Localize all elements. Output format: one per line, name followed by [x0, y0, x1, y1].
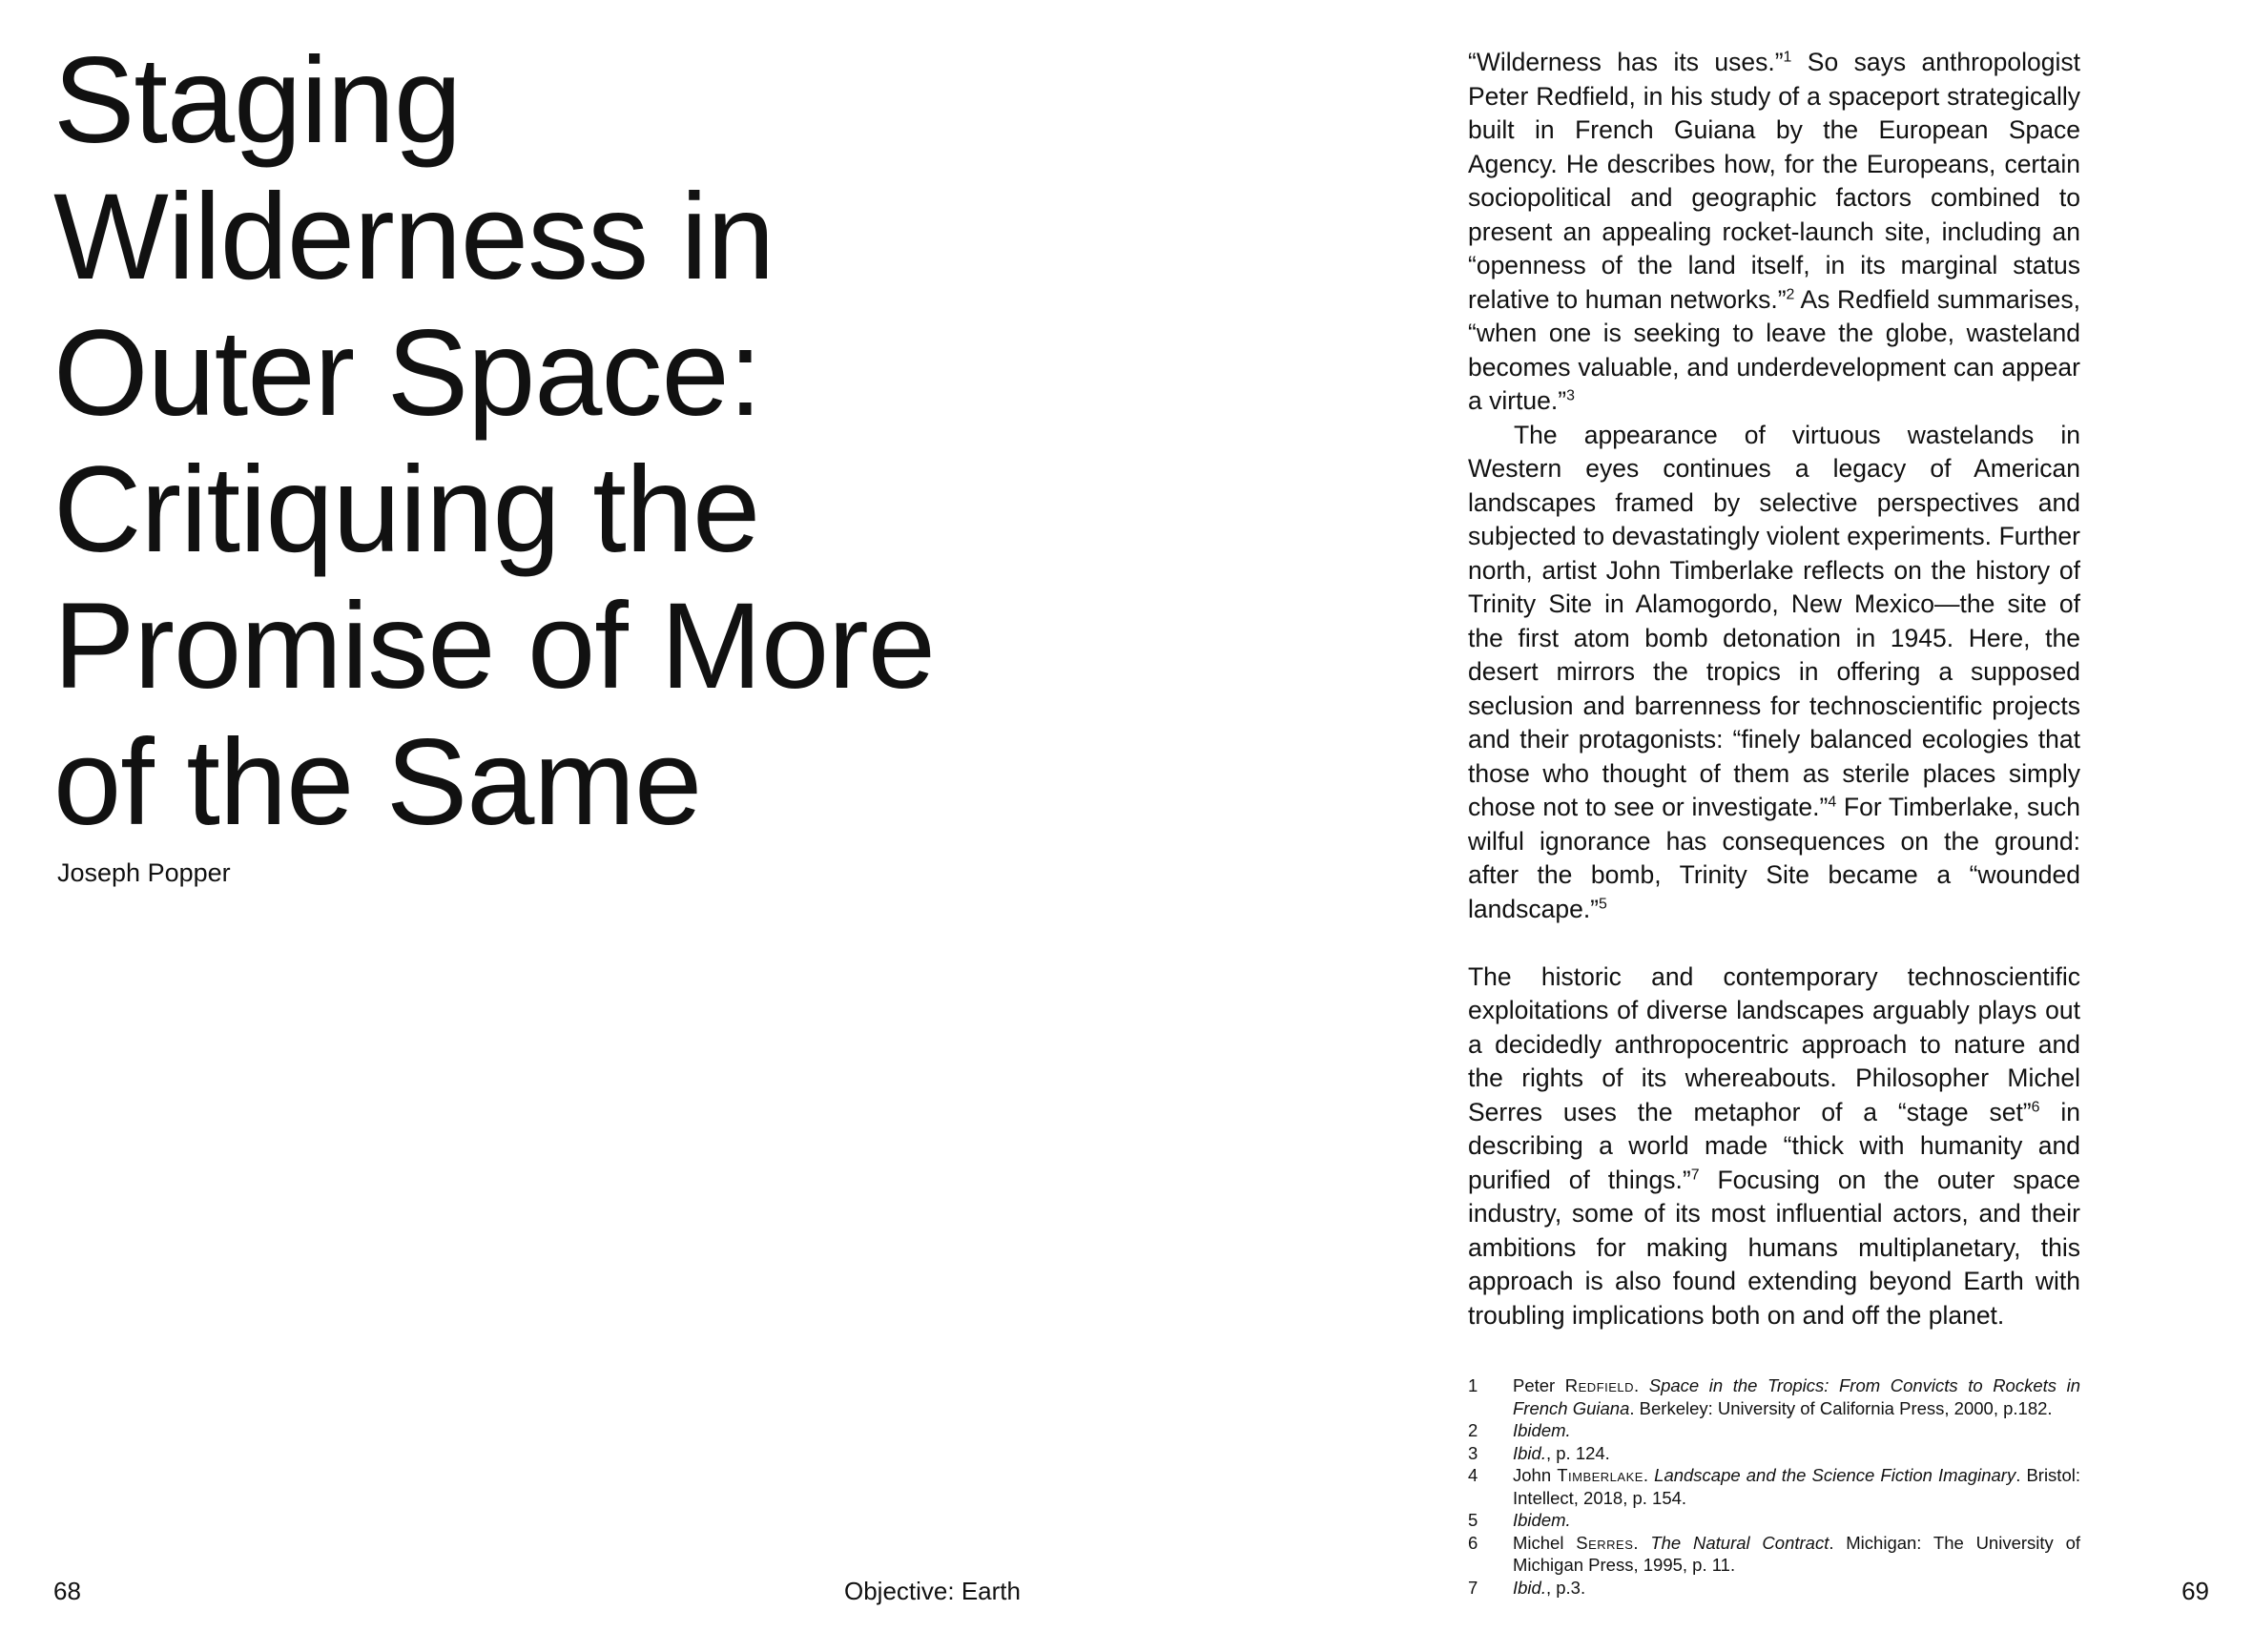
title-line: of the Same [53, 714, 702, 851]
footnote-ref[interactable]: 2 [1786, 285, 1795, 302]
text-run: As Redfield summarises, “when one is seeking to leave the globe, wasteland becomes valuable, and underdevelopment can appear a virtue.” [1468, 284, 2080, 415]
right-page [1126, 0, 2253, 1652]
title-line: Critiquing the [53, 442, 760, 578]
footnote [1468, 1442, 2080, 1465]
footnote-number: 3 [1468, 1442, 1478, 1463]
footnote-ref[interactable]: 6 [2031, 1098, 2040, 1115]
running-head: Objective: Earth [844, 1577, 1021, 1605]
text-run: The appearance of virtuous wastelands in Western eyes continues a legacy of American landscapes framed by selective perspectives and subjected to devastatingly violent experiments. Further north, artist John Timberlake reflects on the history of Trinity Site in Alamogordo, New Mexico—the site of the first atom bomb detonation in 1945. Here, the desert mirrors the tropics in offering a supposed seclusion and barrenness for technoscientific projects and their protagonists: “finely balanced ecologies that those who thought of them as sterile places simply chose not to see or investigate.” [1468, 420, 2080, 821]
paragraph [1468, 46, 2080, 419]
title-line: Wilderness in [53, 169, 775, 305]
footnote-text: Ibid., p.3. [1513, 1577, 1586, 1598]
text-run: So says anthropologist Peter Redfield, in his study of a spaceport strategically built in French Guiana by the European Space Agency. He describes how, for the Europeans, certain sociopolitical and geographic factors combined to present an appealing rocket-launch site, including an “openness of the land itself, in its marginal status relative to human networks.” [1468, 48, 2080, 314]
footnote-text: Ibid., p. 124. [1513, 1442, 1610, 1463]
footnote-text: John Timberlake. Landscape and the Science Fiction Imaginary. Bristol: Intellect, 2018, p. 154. [1513, 1465, 2080, 1508]
footnote-ref[interactable]: 3 [1566, 387, 1575, 404]
title-line: Outer Space: [53, 305, 762, 442]
text-run: in describing a world made “thick with humanity and purified of things.” [1468, 1097, 2080, 1194]
title-line: Promise of More [53, 578, 935, 714]
title-line: Staging [53, 32, 462, 169]
paragraph [1468, 419, 2080, 927]
footnote-text: Peter Redfield. Space in the Tropics: From Convicts to Rockets in French Guiana. Berkeley: University of California Press, 2000, p.182. [1513, 1375, 2080, 1418]
footnote [1468, 1419, 2080, 1442]
footnote-text: Ibidem. [1513, 1420, 1571, 1440]
footnote [1468, 1374, 2080, 1419]
footnote-number: 5 [1468, 1510, 1478, 1530]
footnote-number: 6 [1468, 1532, 1478, 1553]
text-run: “Wilderness has its uses.” [1468, 48, 1784, 76]
footnote-ref[interactable]: 5 [1599, 895, 1607, 912]
body-text [1468, 46, 2080, 1332]
author-name: Joseph Popper [57, 858, 231, 887]
article-title [53, 32, 1045, 851]
paragraph [1468, 960, 2080, 1333]
page-number-right: 69 [2181, 1577, 2209, 1605]
text-run: The historic and contemporary technoscientific exploitations of diverse landscapes arguably plays out a decidedly anthropocentric approach to nature and the rights of its whereabouts. Philosopher Michel Serres uses the metaphor of a “stage set” [1468, 961, 2080, 1126]
footnote [1468, 1509, 2080, 1532]
footnote-number: 7 [1468, 1577, 1478, 1598]
footnote-ref[interactable]: 1 [1783, 49, 1792, 66]
footnote-ref[interactable]: 4 [1828, 794, 1837, 811]
footnote-number: 2 [1468, 1420, 1478, 1440]
page-number-left: 68 [53, 1577, 81, 1605]
text-run: For Timberlake, such wilful ignorance has consequences on the ground: after the bomb, Trinity Site became a “wounded landscape.” [1468, 793, 2080, 923]
footnote [1468, 1464, 2080, 1509]
left-page [0, 0, 1126, 1652]
footnote-number: 1 [1468, 1375, 1478, 1395]
footnote-text: Michel Serres. The Natural Contract. Michigan: The University of Michigan Press, 1995, p. 11. [1513, 1532, 2080, 1575]
footnote-ref[interactable]: 7 [1690, 1166, 1700, 1183]
footnote [1468, 1532, 2080, 1577]
text-run: Focusing on the outer space industry, some of its most influential actors, and their ambitions for making humans multiplanetary, this approach is also found extending beyond Earth with troubling implications both on and off the planet. [1468, 1165, 2080, 1330]
footnote-text: Ibidem. [1513, 1510, 1571, 1530]
footnote [1468, 1577, 2080, 1600]
footnote-number: 4 [1468, 1465, 1478, 1485]
footnotes [1468, 1374, 2080, 1599]
